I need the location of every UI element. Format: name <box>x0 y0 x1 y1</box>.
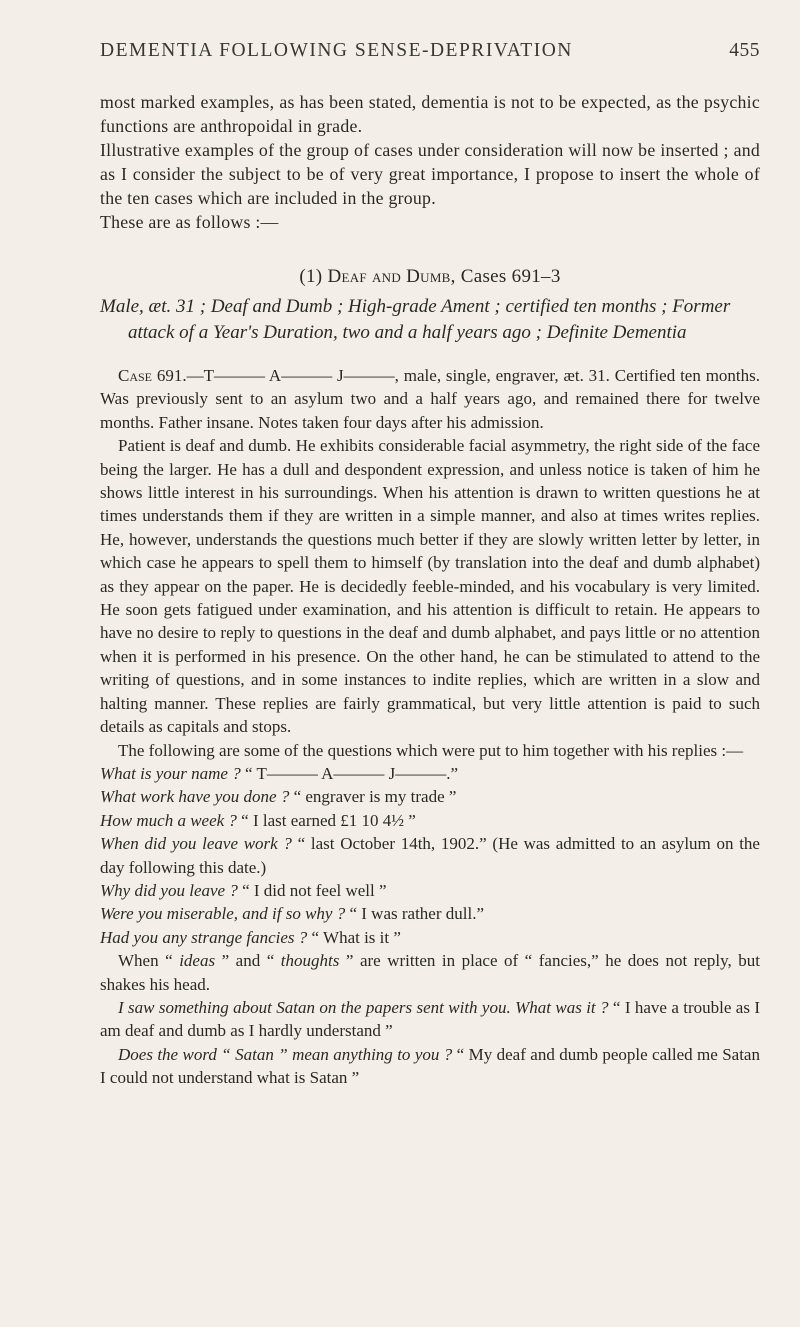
intro-paragraph-2: Illustrative examples of the group of cases under consideration will now be inserted ; and as I consider the subject to be of very great importance, I propose to insert the whole of the ten cases which are included in the group. <box>100 140 760 208</box>
case-paragraph-1 <box>100 364 760 434</box>
question-text: When did you leave work ? <box>100 834 292 854</box>
answer-note: (He was admitted to an asylum on the day following this date.) <box>100 834 760 877</box>
intro-paragraph-3: These are as follows :— <box>100 212 279 232</box>
qa-item <box>100 809 760 832</box>
section-title-rest: Cases 691–3 <box>460 266 561 287</box>
satan-question-2a: Does the word “ <box>118 1044 236 1064</box>
answer-text: “ I was rather dull.” <box>345 904 484 924</box>
satan-qa-2 <box>100 1043 760 1090</box>
section-title-smallcaps: Deaf and Dumb, <box>327 266 456 287</box>
case-paragraph-2: Patient is deaf and dumb. He exhibits considerable facial asymmetry, the right side of the face being the larger. He has a dull and despondent expression, and unless notice is taken of him he shows little interest in his surroundings. When his attention is drawn to written questions he at times understands them if they are written in a simple manner, and also at times writes replies. He, however, understands the questions much better if they are slowly written letter by letter, in which case he appears to spell them to himself (by translation into the deaf and dumb alphabet) as they appear on the paper. He is decidedly feeble-minded, and his vocabulary is very limited. He soon gets fatigued under examination, and his attention is difficult to retain. He appears to have no desire to reply to questions in the deaf and dumb alphabet, and pays little or no attention when it is performed in his presence. On the other hand, he can be stimulated to attend to the writing of questions, and in some instances to indite replies, which are written in a slow and halting manner. These replies are fairly grammatical, but very little attention is paid to such details as capitals and stops. <box>100 436 760 737</box>
book-page <box>100 40 760 1090</box>
case-subtitle: Male, æt. 31 ; Deaf and Dumb ; High-grade Ament ; certified ten months ; Former attack of a Year's Duration, two and a half years ago ; Definite Dementia <box>100 296 731 343</box>
satan-qa <box>100 996 760 1043</box>
section-heading <box>100 266 760 288</box>
case-paragraph-3: The following are some of the questions which were put to him together with his replies :— <box>118 740 744 760</box>
answer-text: “ What is it ” <box>307 927 401 947</box>
answer-text: “ I did not feel well ” <box>237 880 387 900</box>
answer-text: “ last October 14th, 1902.” <box>291 834 487 854</box>
when-paragraph <box>100 949 760 996</box>
question-answer-list <box>100 762 760 1090</box>
when-text-2: ” and “ <box>215 951 281 971</box>
running-title: DEMENTIA FOLLOWING SENSE-DEPRIVATION <box>100 40 573 61</box>
satan-answer-2: “ My deaf and dumb people called me Satan I could not understand what is Satan ” <box>100 1044 760 1088</box>
qa-item <box>100 785 760 808</box>
question-text: Why did you leave ? <box>100 880 238 900</box>
case-paragraph-1-text: —T——— A——— J———, male, single, engraver, æt. 31. Certified ten months. Was previously sent to an asylum two and a half years ago, and remained there for twelve months. Father insane. Notes taken four days after his admission. <box>100 366 761 432</box>
when-text-1: When “ <box>118 951 180 971</box>
answer-text: “ engraver is my trade ” <box>289 787 457 807</box>
intro-paragraph-1: most marked examples, as has been stated, dementia is not to be expected, as the psychic functions are anthropoidal in grade. <box>100 92 760 136</box>
page-number: 455 <box>729 40 760 61</box>
qa-item <box>100 879 760 902</box>
answer-text: “ T——— A——— J———.” <box>240 763 459 783</box>
qa-item <box>100 902 760 925</box>
qa-item <box>100 762 760 785</box>
question-text: What work have you done ? <box>100 787 290 807</box>
when-ideas: ideas <box>179 951 216 971</box>
question-text: How much a week ? <box>100 810 237 830</box>
satan-question-2c: ” mean anything to you ? <box>273 1044 453 1064</box>
when-text-3: ” are written in place of “ fancies,” he does not reply, but shakes his head. <box>100 951 761 994</box>
qa-item <box>100 926 760 949</box>
case-label: Case 691. <box>118 366 187 385</box>
question-text: Were you miserable, and if so why ? <box>100 904 346 924</box>
question-text: Had you any strange fancies ? <box>100 927 308 947</box>
when-thoughts: thoughts <box>280 951 340 971</box>
section-number: (1) <box>299 266 323 287</box>
qa-item <box>100 832 760 879</box>
satan-question: I saw something about Satan on the papers sent with you. What was it ? <box>118 997 609 1017</box>
running-header <box>100 40 760 62</box>
satan-answer: “ I have a trouble as I am deaf and dumb as I hardly understand ” <box>100 997 760 1041</box>
answer-text: “ I last earned £1 10 4½ ” <box>236 810 416 830</box>
question-text: What is your name ? <box>100 763 241 783</box>
satan-question-2b: Satan <box>235 1044 274 1064</box>
